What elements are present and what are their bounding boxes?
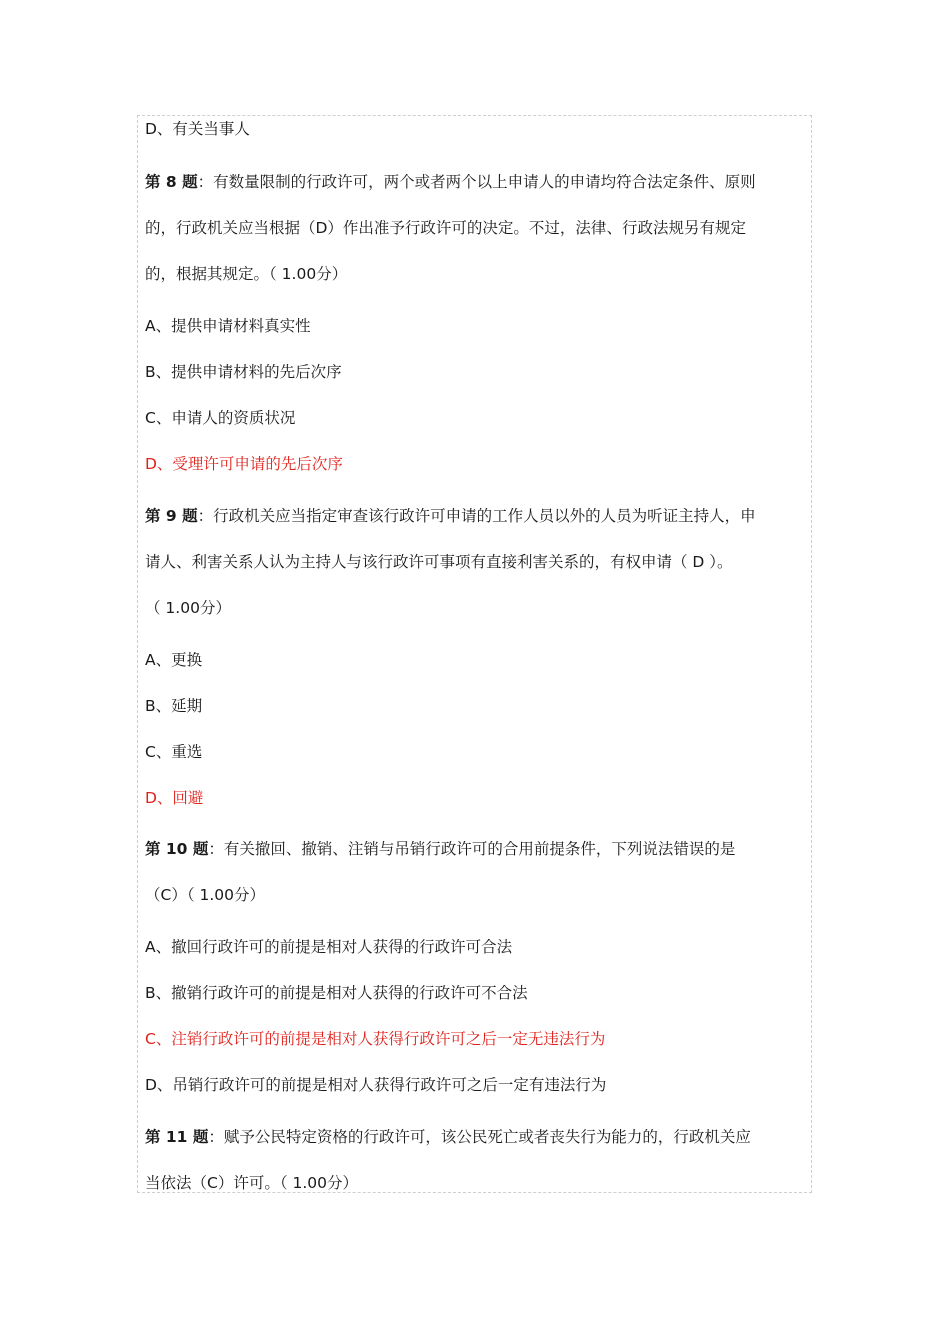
- question-number: 第 11 题: [145, 1128, 209, 1146]
- question-8-line-2: 的，行政机关应当根据（D）作出准予行政许可的决定。不过，法律、行政法规另有规定: [145, 219, 746, 237]
- q9-option-a: A、更换: [145, 651, 203, 669]
- question-text: ：有关撤回、撤销、注销与吊销行政许可的合用前提条件，下列说法错误的是: [208, 840, 736, 858]
- option-d-prev: D、有关当事人: [145, 120, 250, 138]
- question-8-line-3: 的，根据其规定。（ 1.00分）: [145, 265, 348, 283]
- question-text: ：行政机关应当指定审查该行政许可申请的工作人员以外的人员为听证主持人，申: [197, 507, 756, 525]
- q10-option-b: B、撤销行政许可的前提是相对人获得的行政许可不合法: [145, 984, 528, 1002]
- q8-option-a: A、提供申请材料真实性: [145, 317, 311, 335]
- q8-option-d-correct: D、受理许可申请的先后次序: [145, 455, 343, 473]
- q8-option-c: C、申请人的资质状况: [145, 409, 296, 427]
- q9-option-c: C、重选: [145, 743, 203, 761]
- question-11-line-2: 当依法（C）许可。（ 1.00分）: [145, 1174, 359, 1192]
- question-text: ：赋予公民特定资格的行政许可，该公民死亡或者丧失行为能力的，行政机关应: [208, 1128, 751, 1146]
- question-8-line-1: [145, 170, 756, 194]
- q10-option-a: A、撤回行政许可的前提是相对人获得的行政许可合法: [145, 938, 513, 956]
- q9-option-b: B、延期: [145, 697, 203, 715]
- question-number: 第 9 题: [145, 507, 198, 525]
- question-9-line-1: [145, 504, 756, 528]
- q8-option-b: B、提供申请材料的先后次序: [145, 363, 342, 381]
- question-9-line-3: （ 1.00分）: [145, 599, 231, 617]
- q10-option-c-correct: C、注销行政许可的前提是相对人获得行政许可之后一定无违法行为: [145, 1030, 606, 1048]
- q10-option-d: D、吊销行政许可的前提是相对人获得行政许可之后一定有违法行为: [145, 1076, 607, 1094]
- question-9-line-2: 请人、利害关系人认为主持人与该行政许可事项有直接利害关系的，有权申请（ D ）。: [145, 553, 733, 571]
- question-10-line-1: [145, 837, 735, 861]
- question-number: 第 10 题: [145, 840, 209, 858]
- question-number: 第 8 题: [145, 173, 198, 191]
- question-10-line-2: （C）（ 1.00分）: [145, 886, 266, 904]
- question-text: ：有数量限制的行政许可，两个或者两个以上申请人的申请均符合法定条件、原则: [197, 173, 756, 191]
- q9-option-d-correct: D、回避: [145, 789, 204, 807]
- question-11-line-1: [145, 1125, 751, 1149]
